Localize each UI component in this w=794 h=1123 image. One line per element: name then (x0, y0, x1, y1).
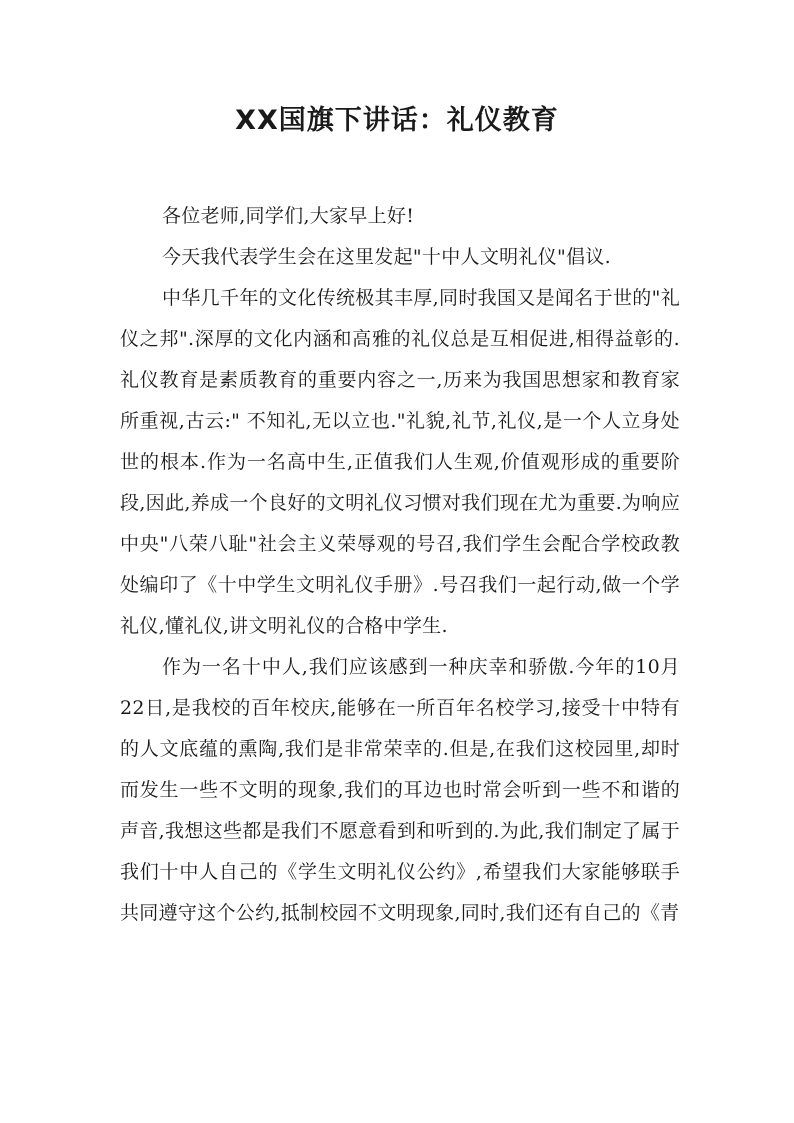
school-pride-paragraph: 作为一名十中人,我们应该感到一种庆幸和骄傲.今年的10月22日,是我校的百年校庆,能够在一所百年名校学习,接受十中特有的人文底蕴的熏陶,我们是非常荣幸的.但是,在我们这校园里,却时而发生一些不文明的现象,我们的耳边也时常会听到一些不和谐的声音,我想这些都是我们不愿意看到和听到的.为此,我们制定了属于我们十中人自己的《学生文明礼仪公约》,希望我们大家能够联手共同遵守这个公约,抵制校园不文明现象,同时,我们还有自己的《青 (120, 656, 680, 924)
document-title: XX国旗下讲话：礼仪教育 (235, 105, 559, 136)
initiative-paragraph: 今天我代表学生会在这里发起"十中人文明礼仪"倡议. (162, 246, 612, 268)
document-body (120, 196, 680, 934)
greeting-paragraph: 各位老师,同学们,大家早上好! (162, 205, 415, 227)
etiquette-tradition-paragraph: 中华几千年的文化传统极其丰厚,同时我国又是闻名于世的"礼仪之邦".深厚的文化内涵和高雅的礼仪总是互相促进,相得益彰的.礼仪教育是素质教育的重要内容之一,历来为我国思想家和教育家所重视,古云:" 不知礼,无以立也."礼貌,礼节,礼仪,是一个人立身处世的根本.作为一名高中生,正值我们人生观,价值观形成的重要阶段,因此,养成一个良好的文明礼仪习惯对我们现在尤为重要.为响应中央"八荣八耻"社会主义荣辱观的号召,我们学生会配合学校政教处编印了《十中学生文明礼仪手册》.号召我们一起行动,做一个学礼仪,懂礼仪,讲文明礼仪的合格中学生. (120, 287, 680, 637)
